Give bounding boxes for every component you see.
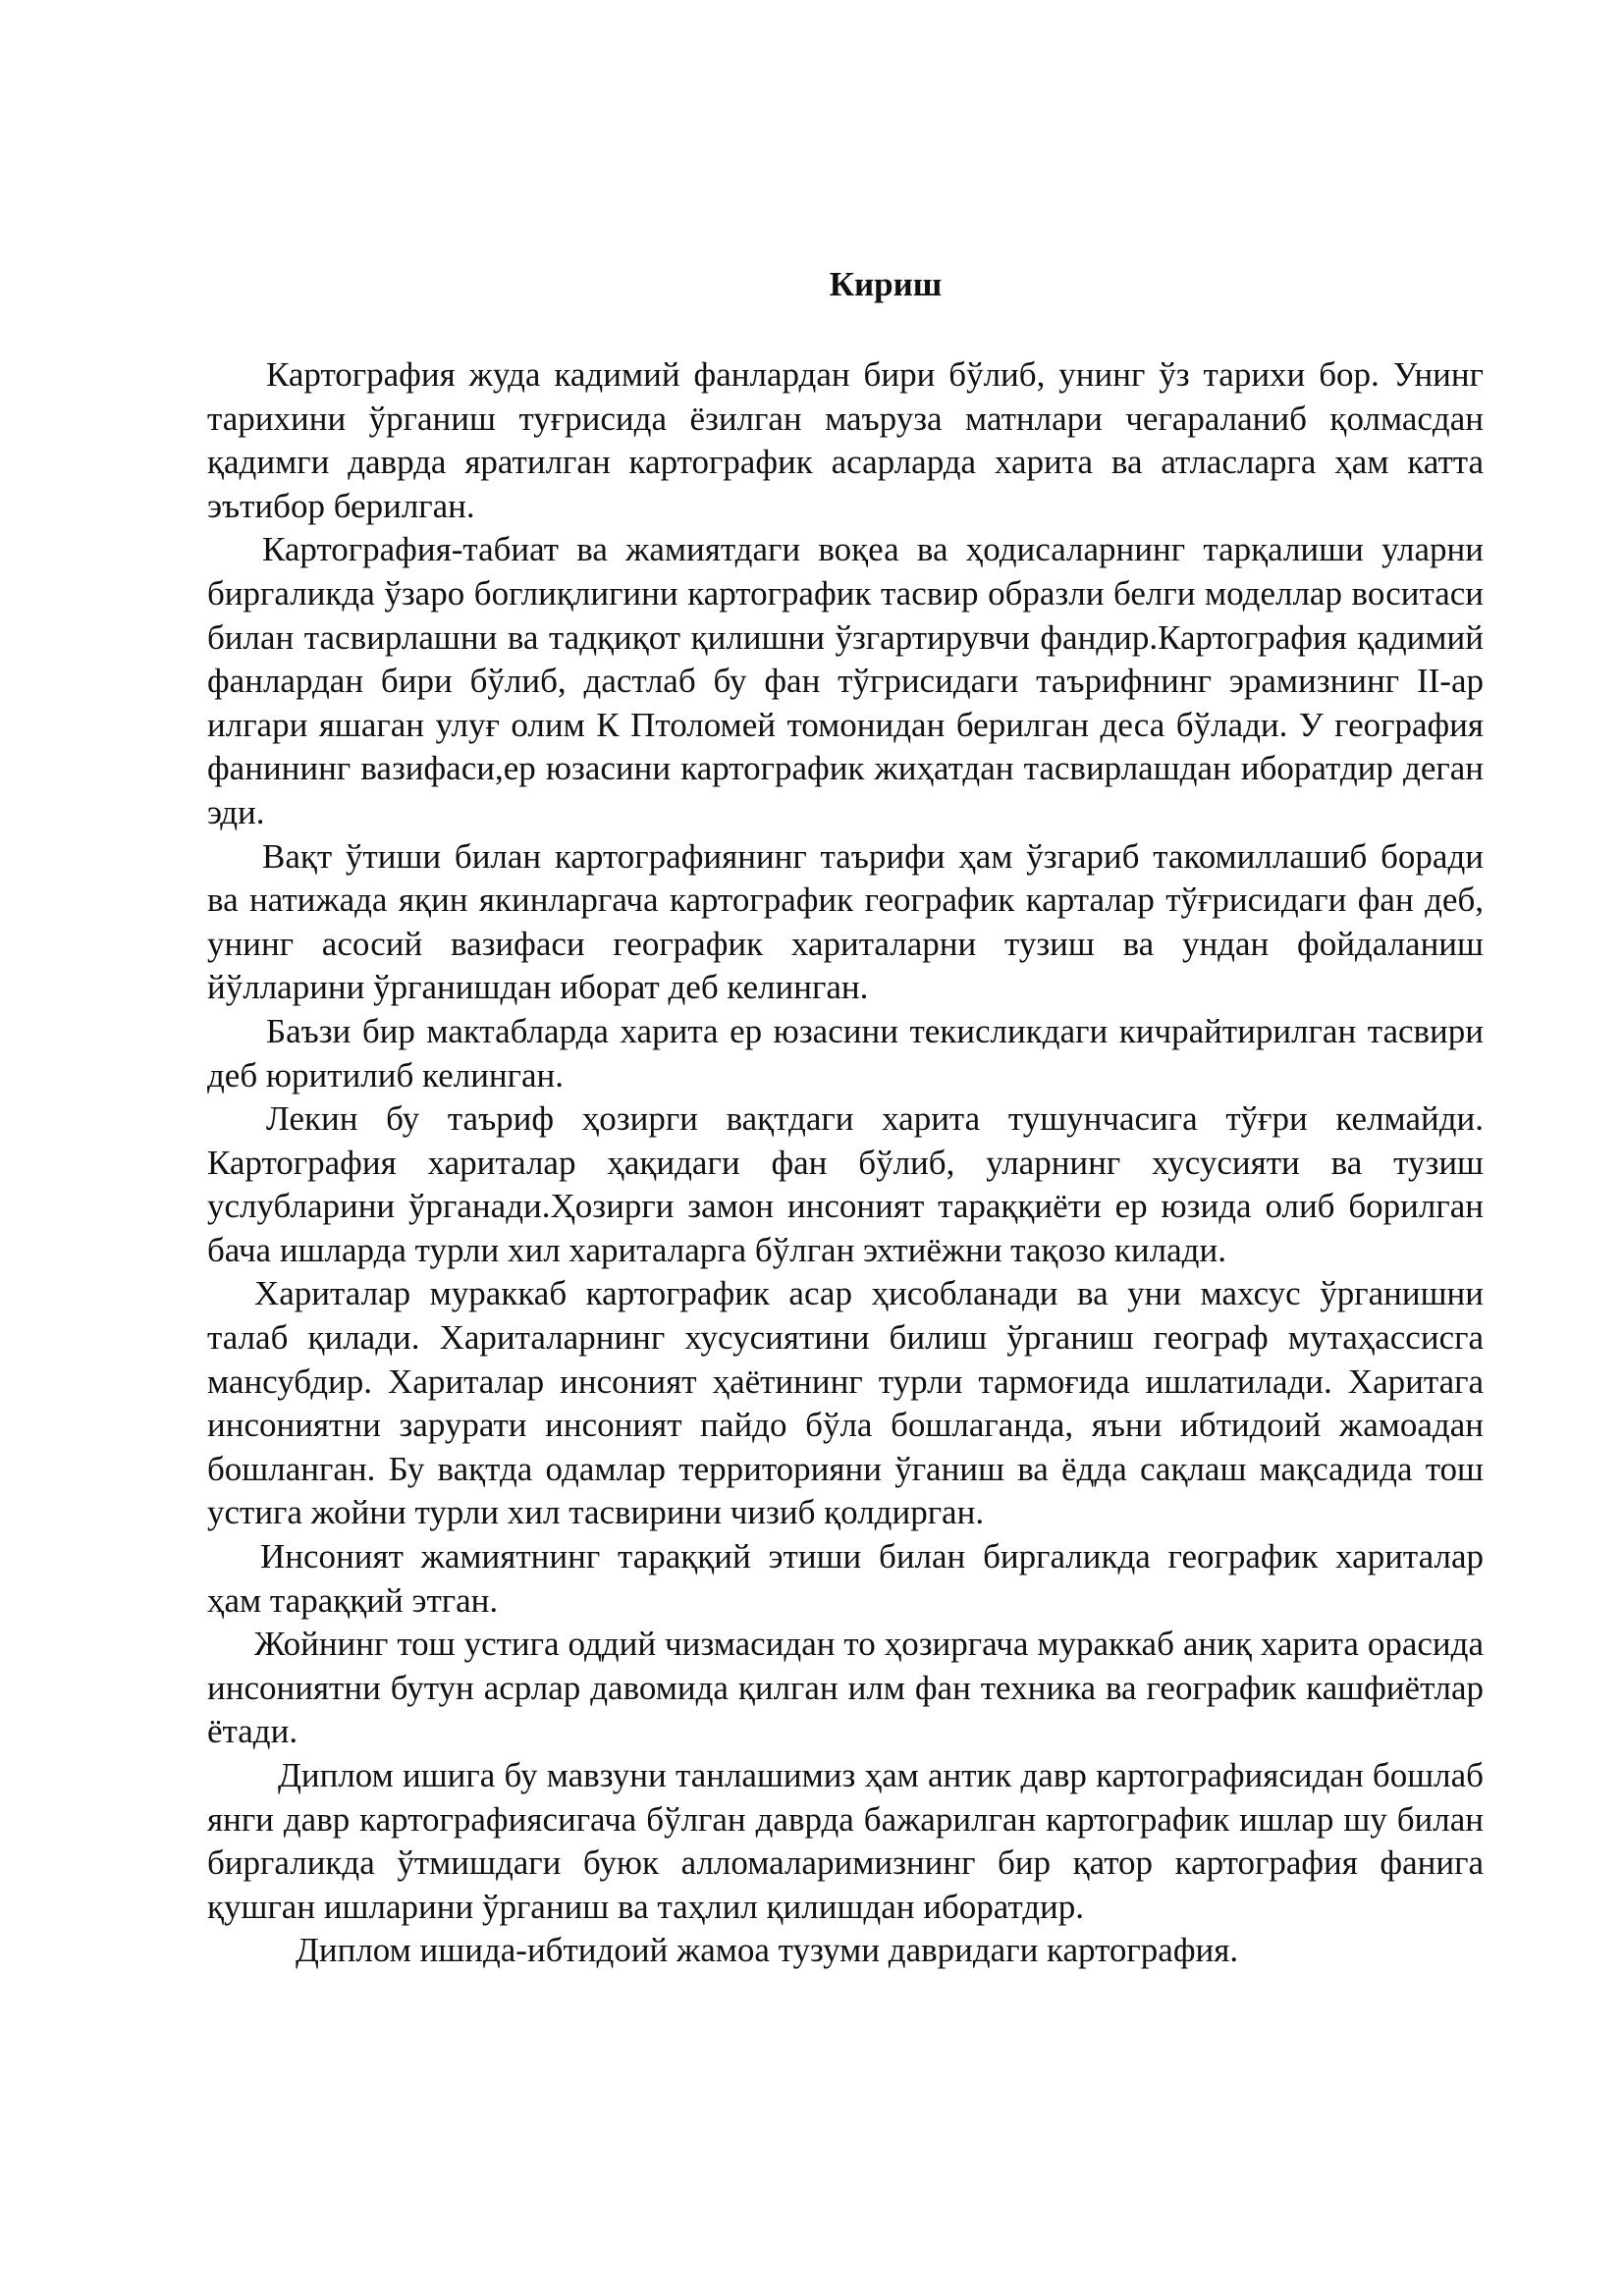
paragraph: Хариталар мураккаб картографик асар ҳисобланади ва уни махсус ўрганишни талаб қилади. Хариталарнинг хусусиятини билиш ўрганиш географ мутаҳассисга мансубдир. Хариталар инсоният ҳаётининг турли тармоғида ишлатилади. Харитага инсониятни зарурати инсоният пайдо бўла бошлаганда, яъни ибтидоий жамоадан бошланган. Бу вақтда одамлар территорияни ўганиш ва ёдда сақлаш мақсадида тош устига жойни турли хил тасвирини чизиб қолдирган. <box>207 1274 1484 1532</box>
paragraph: Картография-табиат ва жамиятдаги воқеа ва ҳодисаларнинг тарқалиши уларни биргаликда ўзаро боглиқлигини картографик тасвир образли белги моделлар воситаси билан тасвирлашни ва тадқиқот қилишни ўзгартирувчи фандир.Картография қадимий фанлардан бири бўлиб, дастлаб бу фан тўгрисидаги таърифнинг эрамизнинг II-ар илгари яшаган улуғ олим К Птоломей томонидан берилган деса бўлади. У география фанининг вазифаси,ер юзасини картографик жиҳатдан тасвирлашдан иборатдир деган эди. <box>207 530 1484 831</box>
paragraph: Баъзи бир мактабларда харита ер юзасини текисликдаги кичрайтирилган тасвири деб юритилиб келинган. <box>207 1011 1484 1095</box>
document-body <box>207 353 1484 1973</box>
page-title: Кириш <box>829 265 943 303</box>
paragraph: Диплом ишига бу мавзуни танлашимиз ҳам антик давр картографиясидан бошлаб янги давр картографиясигача бўлган даврда бажарилган картографик ишлар шу билан биргаликда ўтмишдаги буюк алломаларимизнинг бир қатор картография фанига қушган ишларини ўрганиш ва таҳлил қилишдан иборатдир. <box>207 1756 1484 1926</box>
paragraph: Картография жуда кадимий фанлардан бири бўлиб, унинг ўз тарихи бор. Унинг тарихини ўрганиш туғрисида ёзилган маъруза матнлари чегараланиб қолмасдан қадимги даврда яратилган картографик асарларда харита ва атласларга ҳам катта эътибор берилган. <box>207 355 1484 525</box>
paragraph: Диплом ишида-ибтидоий жамоа тузуми давридаги картография. <box>296 1931 1239 1970</box>
paragraph: Лекин бу таъриф ҳозирги вақтдаги харита тушунчасига тўғри келмайди. Картография хариталар ҳақидаги фан бўлиб, уларнинг хусусияти ва тузиш услубларини ўрганади.Ҳозирги замон инсоният тараққиёти ер юзида олиб борилган бача ишларда турли хил хариталарга бўлган эхтиёжни тақозо килади. <box>207 1099 1484 1269</box>
paragraph: Жойнинг тош устига оддий чизмасидан то ҳозиргача мураккаб аниқ харита орасида инсониятни бутун асрлар давомида қилган илм фан техника ва географик кашфиётлар ётади. <box>207 1625 1484 1751</box>
paragraph: Инсоният жамиятнинг тараққий этиши билан биргаликда географик хариталар ҳам тараққий этган. <box>207 1537 1484 1620</box>
paragraph: Вақт ўтиши билан картографиянинг таърифи ҳам ўзгариб такомиллашиб боради ва натижада яқин якинларгача картографик географик карталар тўғрисидаги фан деб, унинг асосий вазифаси географик хариталарни тузиш ва ундан фойдаланиш йўлларини ўрганишдан иборат деб келинган. <box>207 836 1484 1007</box>
